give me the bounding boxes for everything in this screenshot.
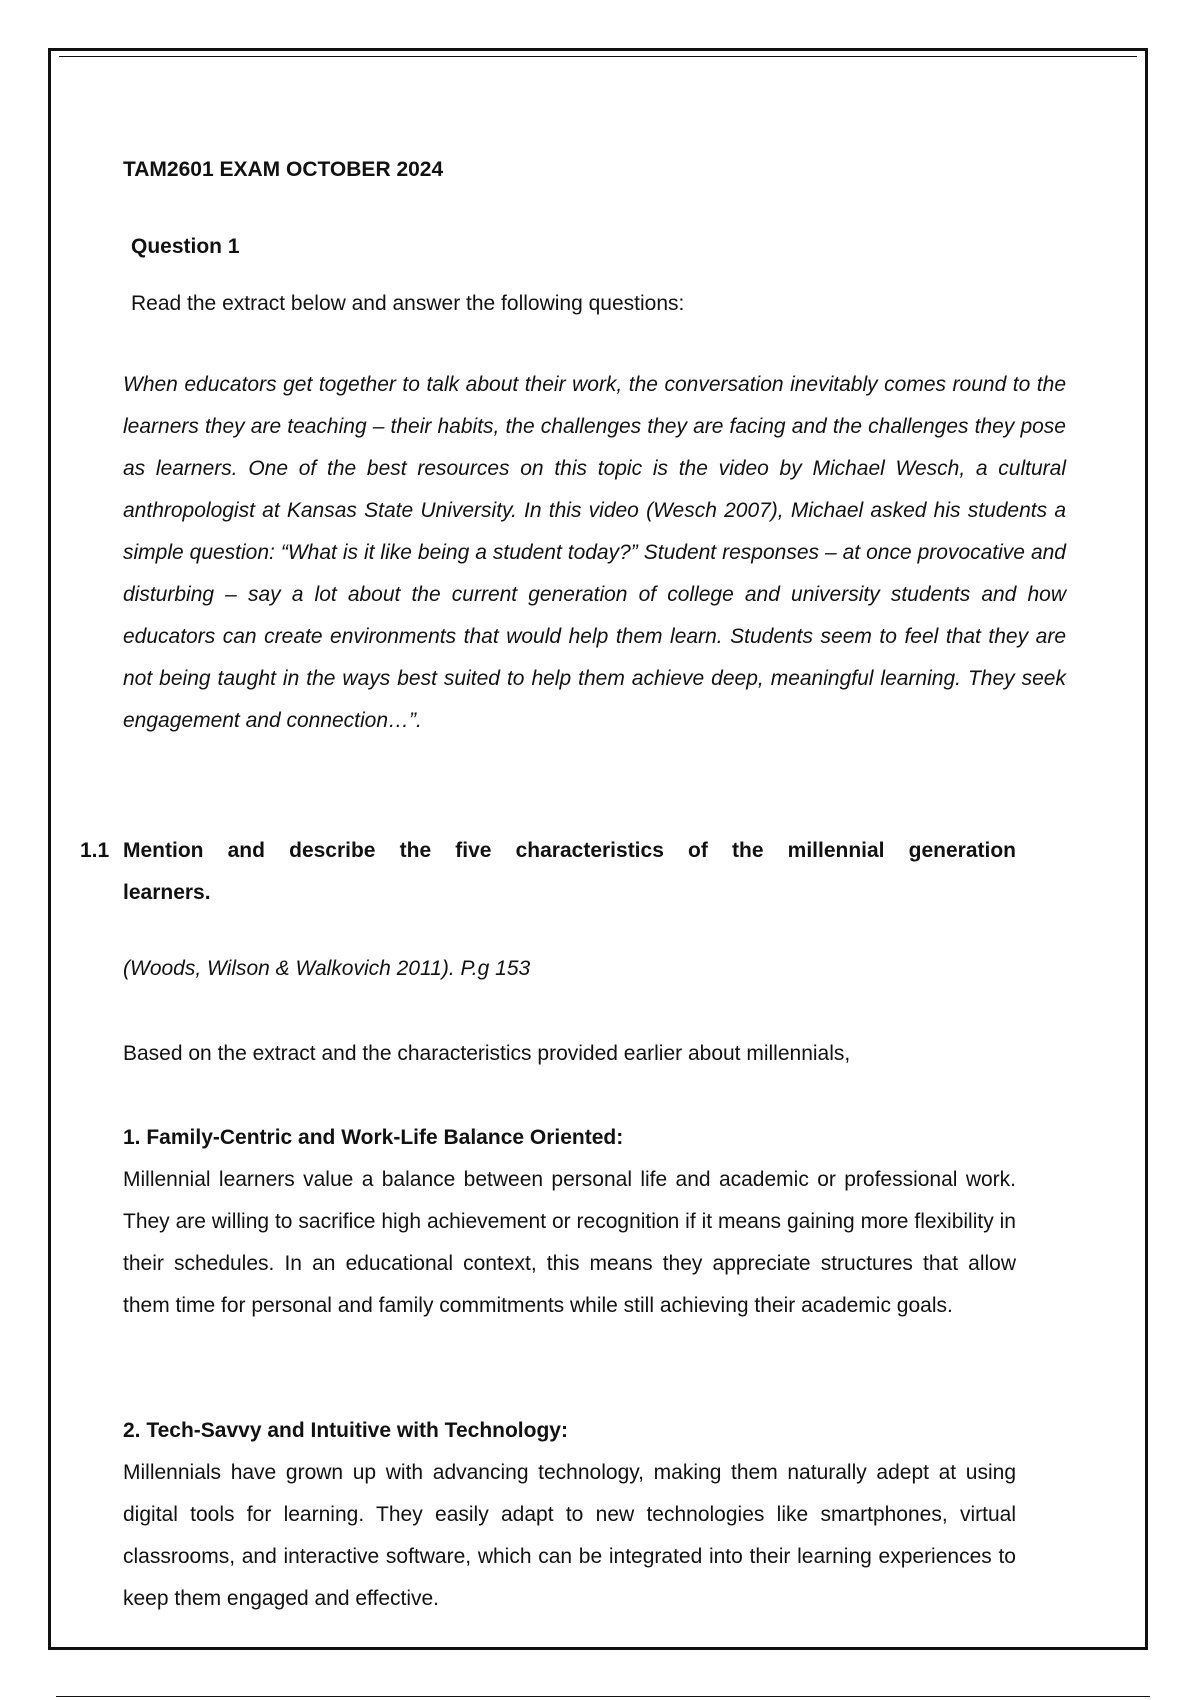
characteristic-body-1: Millennial learners value a balance between personal life and academic or professional work. They are willing to sacrifice high achievement or recognition if it means gaining more flexibility in their schedules. In an educational context, this means they appreciate structures that allow them time for personal and family commitments while still achieving their academic goals.: [123, 1168, 1016, 1317]
exam-title: TAM2601 EXAM OCTOBER 2024: [123, 158, 444, 181]
question-text-line-1: Mention and describe the five characteristics of the millennial generation: [123, 839, 1016, 862]
characteristic-heading-2: 2. Tech-Savvy and Intuitive with Technology:: [123, 1419, 568, 1442]
characteristic-heading-1: 1. Family-Centric and Work-Life Balance Oriented:: [123, 1126, 624, 1149]
question-text-line-2: learners.: [123, 881, 211, 904]
frame-top-rule: [59, 56, 1137, 57]
question-instruction: Read the extract below and answer the following questions:: [131, 292, 685, 315]
answer-intro: Based on the extract and the characteristics provided earlier about millennials,: [123, 1042, 851, 1065]
characteristic-body-2: Millennials have grown up with advancing technology, making them naturally adept at using digital tools for learning. They easily adapt to new technologies like smartphones, virtual classrooms, and interactive software, which can be integrated into their learning experiences to keep them engaged and effective.: [123, 1461, 1016, 1610]
citation: (Woods, Wilson & Walkovich 2011). P.g 153: [123, 957, 531, 980]
question-number: 1.1: [80, 839, 110, 862]
question-text: [123, 830, 1016, 914]
reading-extract: When educators get together to talk about their work, the conversation inevitably comes round to the learners they are teaching – their habits, the challenges they are facing and the challenges they pose as learners. One of the best resources on this topic is the video by Michael Wesch, a cultural anthropologist at Kansas State University. In this video (Wesch 2007), Michael asked his students a simple question: “What is it like being a student today?” Student responses – at once provocative and disturbing – say a lot about the current generation of college and university students and how educators can create environments that would help them learn. Students seem to feel that they are not being taught in the ways best suited to help them achieve deep, meaningful learning. They seek engagement and connection…”.: [123, 373, 1066, 732]
question-heading: Question 1: [131, 235, 240, 258]
page-bottom-rule: [56, 1696, 1150, 1697]
